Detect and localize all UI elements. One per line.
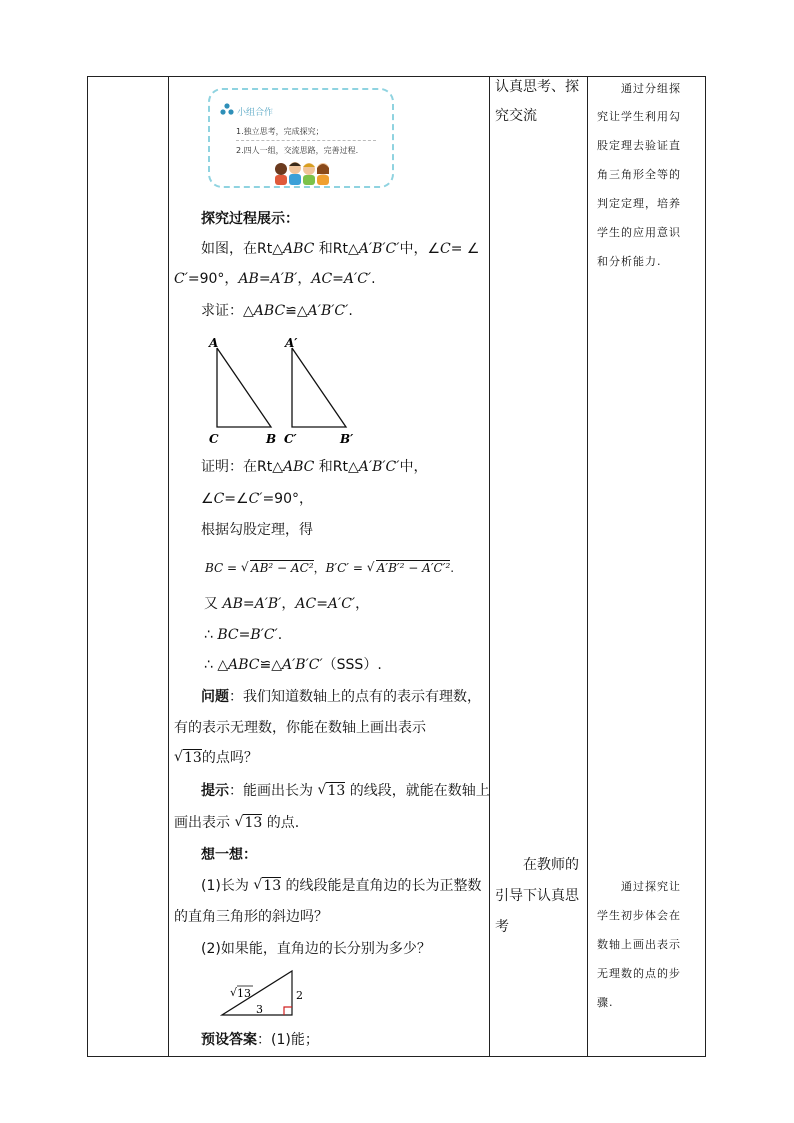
proof-conclusion: ∴ △ABC≌△A′B′C′（SSS）. bbox=[204, 657, 382, 673]
intent-1-line: 角三角形全等的 bbox=[597, 168, 681, 181]
intent-1-line: 股定理去验证直 bbox=[597, 139, 681, 152]
prove-statement: 求证：△ABC≌△A′B′C′. bbox=[201, 303, 353, 319]
activity-2-line-1: 在教师的 bbox=[523, 857, 579, 873]
proof-line-2: ∠C=∠C′=90°， bbox=[201, 491, 313, 507]
intent-2-line: 数轴上画出表示 bbox=[597, 938, 681, 951]
triangles-figure bbox=[204, 333, 364, 445]
triangle-a2b2c2 bbox=[292, 348, 346, 427]
intent-1-line: 究让学生利用勾 bbox=[597, 110, 681, 123]
question-line-3: √ 13的点吗？ bbox=[174, 750, 258, 766]
activity-2-line-3: 考 bbox=[495, 919, 509, 935]
label-b: B bbox=[266, 432, 277, 445]
right-angle-marker bbox=[284, 1007, 292, 1015]
right-triangle-figure bbox=[220, 967, 310, 1019]
hint-line-2: 画出表示 √ 13 的点. bbox=[174, 815, 299, 831]
think-q1-line-1: (1)长为 √ 13 的线段能是直角边的长为正整数 bbox=[201, 878, 482, 894]
answer-line: 预设答案：(1)能； bbox=[201, 1032, 319, 1048]
label-a: A bbox=[209, 336, 219, 350]
hyp-label: 13 bbox=[237, 987, 251, 1000]
proof-line-1: 证明：在Rt△ABC 和Rt△A′B′C′中， bbox=[201, 459, 428, 475]
given-line-2: C′=90°，AB=A′B′，AC=A′C′. bbox=[174, 271, 376, 287]
proof-line-6: ∴ BC=B′C′. bbox=[204, 627, 283, 643]
activity-1-line-2: 究交流 bbox=[495, 108, 537, 124]
card-title: 小组合作 bbox=[237, 108, 274, 118]
card-line-1: 1.独立思考，完成探究； bbox=[236, 127, 324, 136]
intent-1-line: 学生的应用意识 bbox=[597, 226, 681, 239]
label-c: C bbox=[209, 432, 219, 445]
triangle-abc bbox=[217, 348, 271, 427]
label-a-prime: A′ bbox=[285, 336, 298, 350]
question-line-2: 有的表示无理数，你能在数轴上画出表示 bbox=[174, 720, 426, 736]
hint-line-1: 提示：能画出长为 √ 13 的线段，就能在数轴上 bbox=[201, 783, 490, 799]
intent-2-line: 学生初步体会在 bbox=[597, 909, 681, 922]
activity-2-line-2: 引导下认真思 bbox=[495, 888, 579, 904]
intent-2-line: 无理数的点的步 bbox=[597, 967, 681, 980]
intent-2-line: 骤. bbox=[597, 996, 614, 1009]
question-line-1: 问题：我们知道数轴上的点有的表示有理数， bbox=[201, 689, 481, 705]
explore-heading: 探究过程展示： bbox=[201, 211, 299, 227]
card-line-2: 2.四人一组，交流思路，完善过程. bbox=[236, 146, 359, 155]
intent-1-line: 通过分组探 bbox=[621, 82, 681, 95]
think-heading: 想一想： bbox=[201, 847, 257, 863]
activity-1-line-1: 认真思考、探 bbox=[495, 79, 579, 95]
leg-b-label: 2 bbox=[296, 989, 303, 1002]
given-line-1: 如图，在Rt△ABC 和Rt△A′B′C′中，∠C= ∠ bbox=[201, 241, 480, 257]
label-c-prime: C′ bbox=[284, 432, 297, 445]
intent-2-line: 通过探究让 bbox=[621, 880, 681, 893]
lesson-table bbox=[87, 76, 706, 1057]
proof-line-3: 根据勾股定理，得 bbox=[201, 522, 313, 538]
think-q2: (2)如果能，直角边的长分别为多少？ bbox=[201, 941, 431, 957]
leg-a-label: 3 bbox=[256, 1003, 263, 1016]
column-divider bbox=[587, 77, 588, 1056]
proof-formula: BC = √ AB² − AC²，B′C′ = √ A′B′² − A′C′². bbox=[205, 560, 454, 576]
think-q1-line-2: 的直角三角形的斜边吗？ bbox=[174, 909, 328, 925]
proof-line-5: 又 AB=A′B′，AC=A′C′， bbox=[204, 596, 370, 612]
intent-1-line: 和分析能力. bbox=[597, 255, 662, 268]
intent-1-line: 判定定理，培养 bbox=[597, 197, 681, 210]
label-b-prime: B′ bbox=[340, 432, 354, 445]
hyp-radical: √ bbox=[230, 986, 238, 999]
